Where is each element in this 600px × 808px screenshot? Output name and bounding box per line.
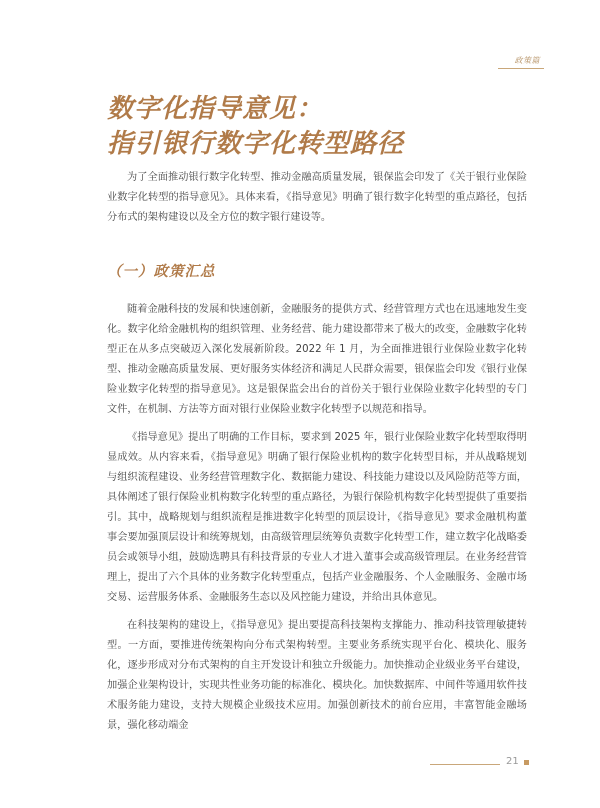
intro-block [107,168,527,228]
page-title [107,92,547,162]
section-tag-divider [498,68,544,69]
body-paragraph-2: 《指导意见》提出了明确的工作目标，要求到 2025 年，银行业保险业数字化转型取得明显成效。从内容来看，《指导意见》明确了银行保险业机构的数字化转型目标，并从战略规划与组织流程建设、业务经营管理数字化、数据能力建设、科技能力建设以及风险防范等方面，具体阐述了银行保险业机构数字化转型的重点路径，为银行保险机构数字化转型提供了重要指引。其中，战略规划与组织流程是推进数字化转型的顶层设计，《指导意见》要求金融机构董事会要加强顶层设计和统筹规划，由高级管理层统筹负责数字化转型工作，建立数字化战略委员会或领导小组，鼓励选聘具有科技背景的专业人才进入董事会或高级管理层。在业务经营管理上，提出了六个具体的业务数字化转型重点，包括产业金融服务、个人金融服务、金融市场交易、运营服务体系、金融服务生态以及风控能力建设，并给出具体意见。 [107,432,527,603]
section-heading: （一）政策汇总 [107,264,216,280]
footer-divider [430,764,500,765]
page-title-line2: 指引银行数字化转型路径 [107,129,405,159]
page-title-line1: 数字化指导意见： [107,94,324,124]
intro-paragraph: 为了全面推动银行数字化转型、推动金融高质量发展，银保监会印发了《关于银行业保险业数字化转型的指导意见》。具体来看，《指导意见》明确了银行数字化转型的重点路径，包括分布式的架构建设以及全方位的数字银行建设等。 [107,172,527,223]
section-tag: 政策篇 [514,56,540,65]
page-number: 21 [506,756,519,767]
body-paragraph-1: 随着金融科技的发展和快速创新，金融服务的提供方式、经营管理方式也在迅速地发生变化。数字化给金融机构的组织管理、业务经营、能力建设都带来了极大的改变，金融数字化转型正在从多点突破迈入深化发展新阶段。2022 年 1 月，为全面推进银行业保险业数字化转型、推动金融高质量发展、更好服务实体经济和满足人民群众需要，银保监会印发《银行业保险业数字化转型的指导意见》。这是银保监会出台的首份关于银行业保险业数字化转型的专门文件，在机制、方法等方面对银行业保险业数字化转型予以规范和指导。 [107,304,527,415]
section-body [107,300,527,744]
body-paragraph-3: 在科技架构的建设上，《指导意见》提出要提高科技架构支撑能力、推动科技管理敏捷转型。一方面，要推进传统架构向分布式架构转型。主要业务系统实现平台化、模块化、服务化，逐步形成对分布式架构的自主开发设计和独立升级能力。加快推动企业级业务平台建设，加强企业架构设计，实现共性业务功能的标准化、模块化。加快数据库、中间件等通用软件技术服务能力建设，支持大规模企业级技术应用。加强创新技术的前台应用，丰富智能金融场景，强化移动端金 [107,620,527,731]
page-marker-square [524,760,529,765]
